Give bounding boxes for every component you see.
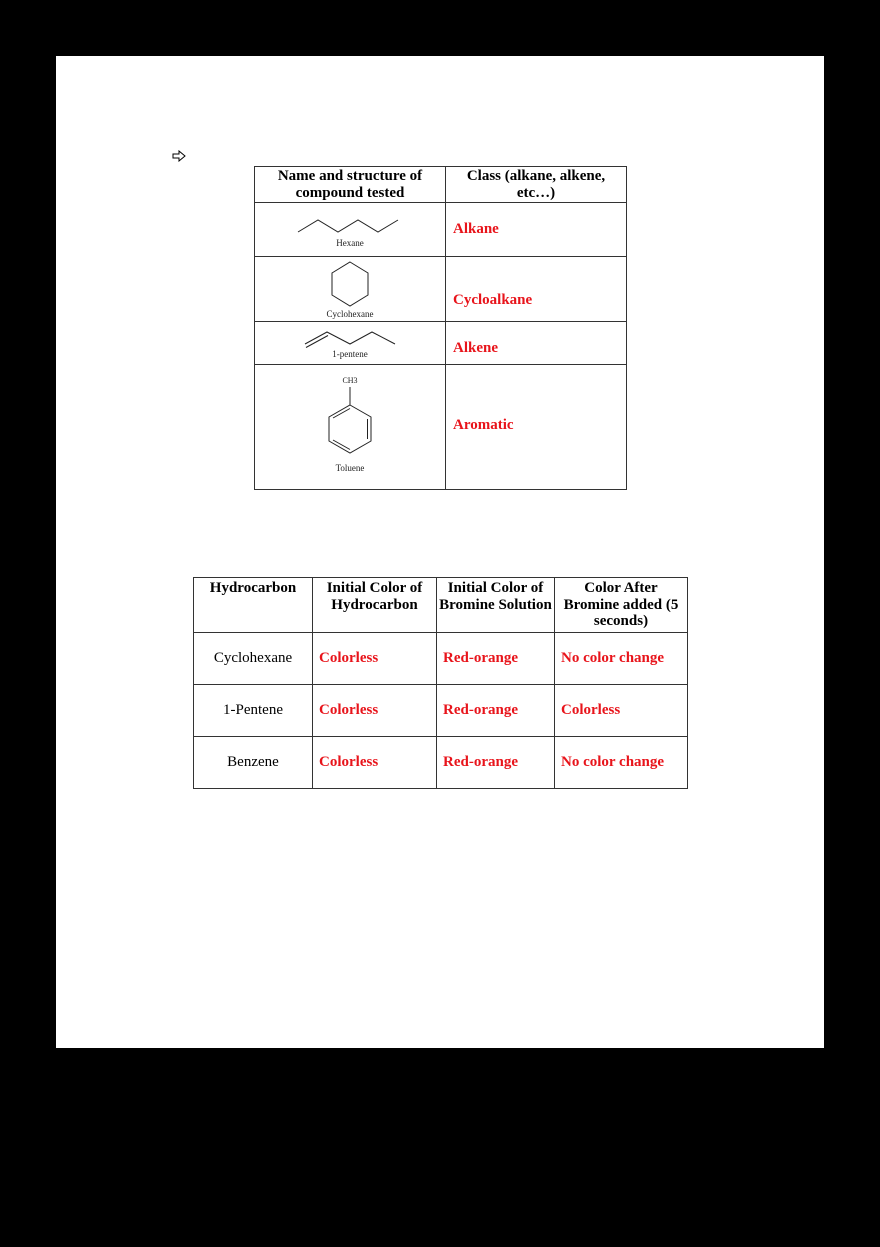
hydrocarbon-cell: Cyclohexane [194, 633, 313, 685]
after-color-cell: Colorless [555, 685, 688, 737]
class-cell: Cycloalkane [446, 257, 627, 322]
structure-cell [255, 365, 446, 490]
structure-cell [255, 322, 446, 365]
table-header-row [255, 167, 627, 203]
header-bromine-color: Initial Color of Bromine Solution [437, 578, 555, 633]
hexane-structure-icon [290, 212, 410, 238]
hydrocarbon-cell: Benzene [194, 737, 313, 789]
class-cell: Aromatic [446, 365, 627, 490]
initial-color-cell: Colorless [313, 685, 437, 737]
table-row [255, 322, 627, 365]
compound-name: 1-pentene [332, 349, 368, 359]
initial-color-cell: Colorless [313, 737, 437, 789]
compound-classification-table [254, 166, 627, 490]
table-row [255, 257, 627, 322]
table-row [194, 737, 688, 789]
bromine-color-cell: Red-orange [437, 737, 555, 789]
class-cell: Alkene [446, 322, 627, 365]
table-header-row [194, 578, 688, 633]
header-hydrocarbon: Hydrocarbon [194, 578, 313, 633]
table-row [255, 365, 627, 490]
class-cell: Alkane [446, 203, 627, 257]
table-row [255, 203, 627, 257]
right-arrow-icon [172, 150, 186, 162]
after-color-cell: No color change [555, 737, 688, 789]
table-row [194, 685, 688, 737]
structure-cell [255, 203, 446, 257]
bromine-color-cell: Red-orange [437, 633, 555, 685]
header-initial-color: Initial Color of Hydrocarbon [313, 578, 437, 633]
compound-name: Cyclohexane [326, 309, 374, 319]
compound-name: Hexane [336, 237, 364, 248]
cyclohexane-structure-icon [328, 259, 372, 309]
header-class: Class (alkane, alkene, etc…) [446, 167, 627, 203]
header-after-color: Color After Bromine added (5 seconds) [555, 578, 688, 633]
structure-cell [255, 257, 446, 322]
document-page [56, 56, 824, 1048]
hydrocarbon-cell: 1-Pentene [194, 685, 313, 737]
pentene-structure-icon [300, 327, 400, 349]
compound-name: Toluene [335, 462, 365, 473]
methyl-label: CH3 [342, 375, 358, 385]
bromine-color-cell: Red-orange [437, 685, 555, 737]
toluene-structure-icon [325, 385, 375, 459]
table-row [194, 633, 688, 685]
initial-color-cell: Colorless [313, 633, 437, 685]
bromine-test-table [193, 577, 688, 789]
after-color-cell: No color change [555, 633, 688, 685]
header-compound: Name and structure of compound tested [255, 167, 446, 203]
